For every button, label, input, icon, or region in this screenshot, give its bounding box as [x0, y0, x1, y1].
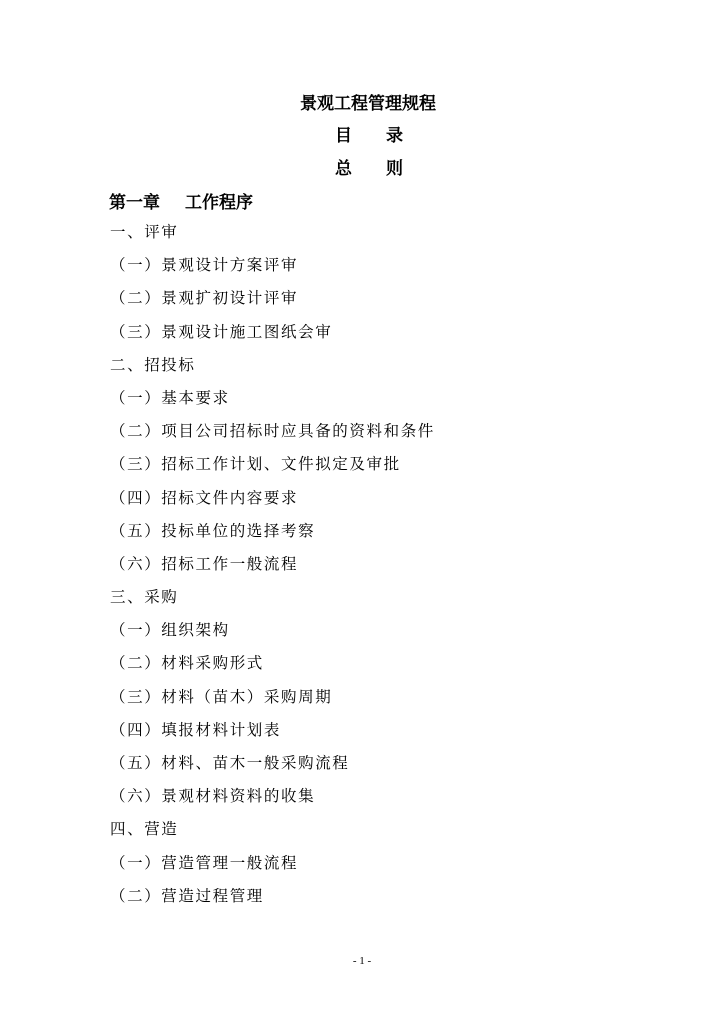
chapter-number: 第一章 [109, 193, 160, 213]
chapter-title: 工作程序 [185, 193, 253, 213]
document-title: 景观工程管理规程 [300, 94, 436, 114]
toc-entry: （六）招标工作一般流程 [110, 554, 299, 573]
page-number: - 1 - [352, 955, 372, 967]
toc-entry: 二、招投标 [110, 355, 196, 374]
toc-entry: （二）项目公司招标时应具备的资料和条件 [110, 422, 435, 441]
toc-entry: 三、采购 [110, 588, 179, 607]
toc-entry: （四）填报材料计划表 [110, 720, 282, 739]
toc-entry: （二）景观扩初设计评审 [110, 289, 299, 308]
toc-entry: （二）营造过程管理 [110, 886, 264, 905]
toc-entry: （一）营造管理一般流程 [110, 853, 299, 872]
toc-entry: 四、营造 [110, 820, 179, 839]
chapter-heading [109, 188, 253, 213]
toc-entry: （四）招标文件内容要求 [110, 488, 299, 507]
toc-entry: （五）材料、苗木一般采购流程 [110, 754, 350, 772]
toc-entry: （一）组织架构 [110, 621, 230, 640]
toc-list [110, 221, 435, 918]
toc-entry: （二）材料采购形式 [110, 654, 264, 673]
toc-entry: （五）投标单位的选择考察 [110, 521, 316, 540]
toc-entry: （三）景观设计施工图纸会审 [110, 322, 333, 341]
toc-entry: （一）景观设计方案评审 [110, 256, 299, 275]
toc-entry: （三）材料（苗木）采购周期 [110, 687, 333, 706]
toc-entry: （六）景观材料资料的收集 [110, 787, 316, 806]
toc-entry: （三）招标工作计划、文件拟定及审批 [110, 455, 401, 474]
toc-entry: （一）基本要求 [110, 388, 230, 407]
toc-heading: 目 录 [335, 126, 417, 146]
toc-entry: 一、评审 [110, 223, 179, 241]
general-principles-heading: 总 则 [335, 159, 417, 179]
